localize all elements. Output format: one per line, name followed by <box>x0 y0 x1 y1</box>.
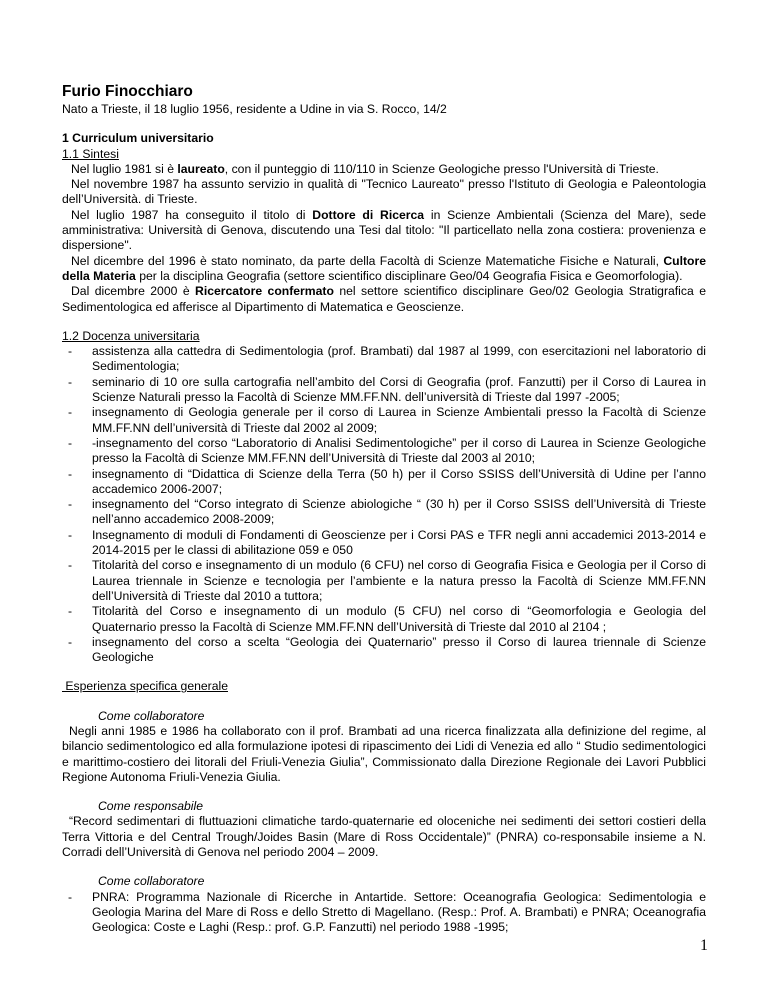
list-item <box>62 467 706 498</box>
bold-ricercatore: Ricercatore confermato <box>195 284 334 299</box>
dash-marker: - <box>68 405 73 420</box>
author-name: Furio Finocchiaro <box>62 83 193 100</box>
collaboration-list <box>62 890 706 936</box>
list-item-text: insegnamento di “Didattica di Scienze della Terra (50 h) per il Corso SSISS dell’Università di Udine per l’anno accademico 2006-2007; <box>92 466 706 496</box>
dash-marker: - <box>68 558 73 573</box>
paragraph-laurea <box>62 162 706 177</box>
list-item-text: PNRA: Programma Nazionale di Ricerche in Antartide. Settore: Oceanografia Geologica: Sedimentologia e Geologia Marina del Mare di Ross e dello Stretto di Magellano. (Resp.: Prof. A. Brambati) e PNRA; Oceanografia Geologica: Coste e Laghi (Resp.: prof. G.P. Fanzutti) nel periodo 1988 -1995; <box>92 889 706 935</box>
document-body <box>62 82 706 936</box>
page-number: 1 <box>700 937 708 954</box>
subsection-title-docenza: 1.2 Docenza universitaria <box>62 328 200 343</box>
list-item-text: insegnamento del corso a scelta “Geologia dei Quaternario” presso il Corso di laurea triennale di Scienze Geologiche <box>92 634 706 665</box>
text-run: Dal dicembre 2000 è <box>71 284 196 299</box>
list-item-text: Titolarità del Corso e insegnamento di un modulo (5 CFU) nel corso di “Geomorfologia e Geologia del Quaternario presso la Facoltà di Scienze MM.FF.NN dell’Università di Trieste dal 2010 al 2104 ; <box>92 604 706 634</box>
list-item <box>62 635 706 666</box>
list-item <box>62 405 706 436</box>
text-run: Nel luglio 1987 ha conseguito il titolo di <box>71 207 313 222</box>
bold-dottore: Dottore di Ricerca <box>312 207 425 222</box>
role-label: Come responsabile <box>98 799 204 814</box>
dash-marker: - <box>68 527 73 542</box>
text-run: per la disciplina Geografia (settore scientifico disciplinare Geo/04 Geografia Fisica e Geomorfologia). <box>135 268 683 283</box>
birth-info: Nato a Trieste, il 18 luglio 1956, residente a Udine in via S. Rocco, 14/2 <box>62 102 447 116</box>
list-item <box>62 375 706 406</box>
list-item <box>62 890 706 936</box>
list-item-text: insegnamento del “Corso integrato di Scienze abiologiche “ (30 h) per il Corso SSISS dell’Università di Trieste nell’anno accademico 2008-2009; <box>92 497 706 527</box>
section-title-curriculum: 1 Curriculum universitario <box>62 131 214 146</box>
paragraph-tecnico: Nel novembre 1987 ha assunto servizio in qualità di "Tecnico Laureato" presso l'Istituto di Geologia e Paleontologia dell’Università. di Trieste. <box>62 177 706 207</box>
dash-marker: - <box>68 497 73 512</box>
paragraph-responsabile: “Record sedimentari di fluttuazioni climatiche tardo-quaternarie ed oloceniche nei sedimenti dei settori costieri della Terra Vittoria e del Central Trough/Joides Basin (Mare di Ross Occidentale)” (PNRA) co-responsabile insieme a N. Corradi dell’Università di Genova nel periodo 2004 – 2009. <box>62 814 706 860</box>
text-run: in Scienze Ambientali (Scienza del Mare), sede amministrativa: Università di Genova, discutendo una Tesi dal titolo: "Il particellato nella zona costiera: provenienza e dispersione". <box>62 207 706 253</box>
section-title-esperienza: Esperienza specifica generale <box>62 679 228 694</box>
list-item <box>62 497 706 528</box>
paragraph-ricercatore <box>62 284 706 315</box>
dash-marker: - <box>68 889 73 904</box>
list-item <box>62 528 706 559</box>
subsection-title-sintesi: 1.1 Sintesi <box>62 146 119 161</box>
teaching-list <box>62 344 706 665</box>
list-item-text: Titolarità del corso e insegnamento di un modulo (6 CFU) nel corso di Geografia Fisica e Geologia per il Corso di Laurea triennale in Scienze e tecnologia per l’ambiente e la natura presso la Facoltà di Scienze MM.FF.NN dell’Università di Trieste dal 2010 a tuttora; <box>92 558 706 603</box>
list-item-text: seminario di 10 ore sulla cartografia nell’ambito del Corsi di Geografia (prof. Fanzutti) per il Corso di Laurea in Scienze Naturali presso la Facoltà di Scienze MM.FF.NN. dell’università di Trieste dal 1997 -2005; <box>92 374 706 405</box>
bold-cultore: Cultore della Materia <box>62 253 706 283</box>
paragraph-dottorato <box>62 208 706 254</box>
dash-marker: - <box>68 634 73 649</box>
paragraph-collaborazione: Negli anni 1985 e 1986 ha collaborato con il prof. Brambati ad una ricerca finalizzata alla definizione del regime, al bilancio sedimentologico ed alla formulazione ipotesi di ripascimento dei Lidi di Venezia ed allo “ Studio sedimentologici e marittimo-costiero dei litorali del Friuli-Venezia Giulia”, Commissionato dalla Direzione Regionale dei Lavori Pubblici Regione Autonoma Friuli-Venezia Giulia. <box>62 723 706 784</box>
list-item <box>62 558 706 604</box>
text-run: nel settore scientifico disciplinare Geo/02 Geologia Stratigrafica e Sedimentologica ed afferisce al Dipartimento di Matematica e Geoscienze. <box>62 284 706 314</box>
role-label: Come collaboratore <box>98 708 205 723</box>
list-item <box>62 604 706 635</box>
list-item-text: insegnamento di Geologia generale per il corso di Laurea in Scienze Ambientali presso la Facoltà di Scienze MM.FF.NN dell’università di Trieste dal 2002 al 2009; <box>92 405 706 435</box>
dash-marker: - <box>68 374 73 389</box>
paragraph-cultore <box>62 254 706 285</box>
list-item <box>62 344 706 375</box>
dash-marker: - <box>68 344 73 359</box>
dash-marker: - <box>68 435 73 450</box>
bold-laureato: laureato <box>177 161 225 176</box>
text-run: Nel luglio 1981 si è <box>71 161 178 176</box>
list-item-text: Insegnamento di moduli di Fondamenti di Geoscienze per i Corsi PAS e TFR negli anni accademici 2013-2014 e 2014-2015 per le classi di abilitazione 059 e 050 <box>92 527 706 558</box>
role-label: Come collaboratore <box>98 874 205 889</box>
dash-marker: - <box>68 604 73 619</box>
text-run: , con il punteggio di 110/110 in Scienze Geologiche presso l'Università di Trieste. <box>224 161 659 176</box>
list-item-text: -insegnamento del corso “Laboratorio di Analisi Sedimentologiche” per il corso di Laurea in Scienze Geologiche presso la Facoltà di Scienze MM.FF.NN dell’Università di Trieste dal 2003 al 2010; <box>92 435 706 466</box>
list-item-text: assistenza alla cattedra di Sedimentologia (prof. Brambati) dal 1987 al 1999, con esercitazioni nel laboratorio di Sedimentologia; <box>92 344 706 374</box>
dash-marker: - <box>68 466 73 481</box>
list-item <box>62 436 706 467</box>
text-run: Nel dicembre del 1996 è stato nominato, da parte della Facoltà di Scienze Matematiche Fisiche e Naturali, <box>71 253 664 268</box>
